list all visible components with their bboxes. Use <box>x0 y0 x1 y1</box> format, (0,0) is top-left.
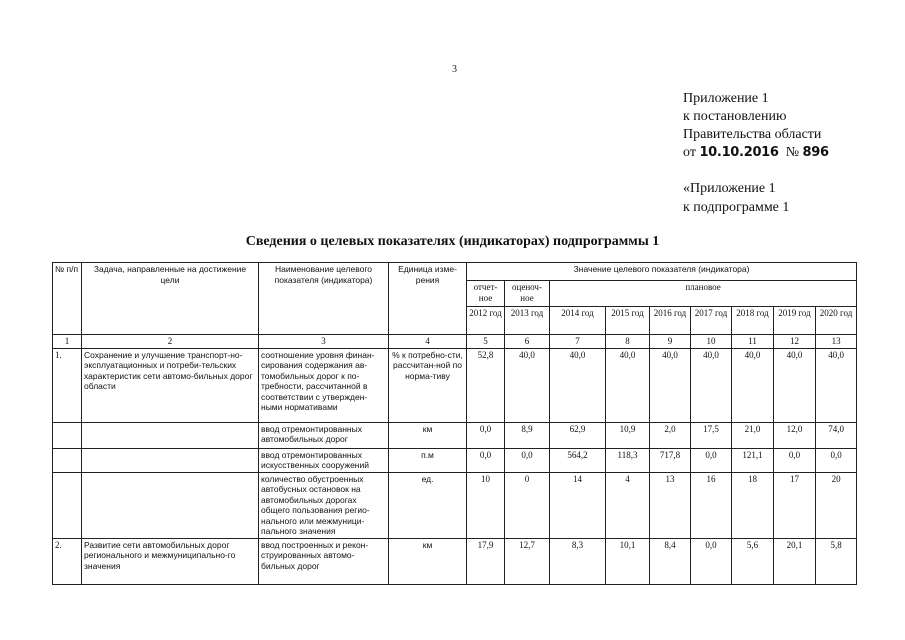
appendix2-line-1: «Приложение 1 <box>683 181 776 196</box>
row-value: 40,0 <box>505 348 550 422</box>
header-task: Задача, направленные на достижение цели <box>82 263 259 335</box>
appendix-block <box>683 90 829 162</box>
column-number: 2 <box>82 335 259 349</box>
appendix2-block <box>683 179 789 217</box>
row-task: Сохранение и улучшение транспорт-но-эксплуатационных и потреби-тельских характеристик сети автомо-бильных дорог области <box>82 348 259 422</box>
row-value: 0,0 <box>816 448 857 472</box>
year-cell: 2014 год <box>550 307 606 335</box>
column-number: 10 <box>691 335 732 349</box>
row-value: 8,9 <box>505 422 550 448</box>
header-report: отчет-ное <box>467 281 505 307</box>
year-cell: 2018 год <box>732 307 774 335</box>
row-unit: п.м <box>389 448 467 472</box>
document-title: Сведения о целевых показателях (индикаторах) подпрограммы 1 <box>245 234 660 249</box>
row-num <box>53 422 82 448</box>
page-number: 3 <box>452 64 457 75</box>
year-cell: 2019 год <box>774 307 816 335</box>
row-value: 12,0 <box>774 422 816 448</box>
year-cell: 2015 год <box>606 307 650 335</box>
document-date: 10.10.2016 <box>699 145 779 160</box>
row-indicator: ввод построенных и рекон-струированных автомо-бильных дорог <box>259 538 389 584</box>
column-number: 9 <box>650 335 691 349</box>
row-value: 40,0 <box>732 348 774 422</box>
appendix2-line-2: к подпрограмме 1 <box>683 200 790 215</box>
row-value: 40,0 <box>816 348 857 422</box>
row-value: 17,9 <box>467 538 505 584</box>
row-value: 20,1 <box>774 538 816 584</box>
row-unit: % к потребно-сти, рассчитан-ной по норма-тиву <box>389 348 467 422</box>
appendix-line-1: Приложение 1 <box>683 91 769 106</box>
row-value: 17 <box>774 472 816 538</box>
row-indicator: соотношение уровня финан-сирования содержания ав-томобильных дорог к по-требности, рассчитанной в соответствии с утвержден-ными нормативами <box>259 348 389 422</box>
row-value: 12,7 <box>505 538 550 584</box>
row-value: 17,5 <box>691 422 732 448</box>
row-num: 1. <box>53 348 82 422</box>
row-value: 0 <box>505 472 550 538</box>
row-value: 62,9 <box>550 422 606 448</box>
row-value: 0,0 <box>505 448 550 472</box>
column-number: 6 <box>505 335 550 349</box>
column-number: 5 <box>467 335 505 349</box>
column-number: 13 <box>816 335 857 349</box>
row-value: 8,3 <box>550 538 606 584</box>
row-value: 564,2 <box>550 448 606 472</box>
year-cell: 2020 год <box>816 307 857 335</box>
row-value: 13 <box>650 472 691 538</box>
row-value: 40,0 <box>650 348 691 422</box>
row-value: 40,0 <box>691 348 732 422</box>
header-value: Значение целевого показателя (индикатора) <box>467 263 857 281</box>
row-value: 0,0 <box>467 422 505 448</box>
table-row <box>53 422 857 448</box>
column-number: 1 <box>53 335 82 349</box>
year-cell: 2013 год <box>505 307 550 335</box>
row-unit: км <box>389 422 467 448</box>
date-prefix: от <box>683 145 696 160</box>
row-value: 118,3 <box>606 448 650 472</box>
row-value: 10,1 <box>606 538 650 584</box>
row-value: 121,1 <box>732 448 774 472</box>
row-task <box>82 422 259 448</box>
table-row <box>53 348 857 422</box>
row-value: 52,8 <box>467 348 505 422</box>
row-value: 8,4 <box>650 538 691 584</box>
row-task <box>82 472 259 538</box>
row-unit: км <box>389 538 467 584</box>
column-number: 12 <box>774 335 816 349</box>
table-row <box>53 448 857 472</box>
row-unit: ед. <box>389 472 467 538</box>
header-row-1 <box>53 263 857 281</box>
appendix-date-line <box>683 144 829 162</box>
row-value: 21,0 <box>732 422 774 448</box>
row-value: 18 <box>732 472 774 538</box>
row-value: 0,0 <box>774 448 816 472</box>
year-cell: 2012 год <box>467 307 505 335</box>
column-number: 4 <box>389 335 467 349</box>
appendix-line-3: Правительства области <box>683 127 822 142</box>
row-value: 74,0 <box>816 422 857 448</box>
row-value: 2,0 <box>650 422 691 448</box>
row-value: 14 <box>550 472 606 538</box>
row-value: 40,0 <box>606 348 650 422</box>
year-cell: 2017 год <box>691 307 732 335</box>
indicators-table <box>52 262 857 585</box>
row-value: 16 <box>691 472 732 538</box>
row-num: 2. <box>53 538 82 584</box>
column-number: 11 <box>732 335 774 349</box>
row-value: 40,0 <box>774 348 816 422</box>
row-value: 0,0 <box>467 448 505 472</box>
row-value: 20 <box>816 472 857 538</box>
appendix-line-2: к постановлению <box>683 109 787 124</box>
row-task <box>82 448 259 472</box>
header-estimate: оценоч-ное <box>505 281 550 307</box>
row-value: 10,9 <box>606 422 650 448</box>
header-num: № п/п <box>53 263 82 335</box>
header-planned: плановое <box>550 281 857 307</box>
year-cell: 2016 год <box>650 307 691 335</box>
document-number: 896 <box>802 145 829 160</box>
row-value: 4 <box>606 472 650 538</box>
row-indicator: ввод отремонтированных автомобильных дорог <box>259 422 389 448</box>
header-unit: Единица изме-рения <box>389 263 467 335</box>
column-number: 8 <box>606 335 650 349</box>
table-row <box>53 472 857 538</box>
row-task: Развитие сети автомобильных дорог регионального и межмуниципально-го значения <box>82 538 259 584</box>
column-number: 3 <box>259 335 389 349</box>
row-value: 5,6 <box>732 538 774 584</box>
header-indicator-name: Наименование целевого показателя (индикатора) <box>259 263 389 335</box>
row-indicator: ввод отремонтированных искусственных сооружений <box>259 448 389 472</box>
row-value: 0,0 <box>691 538 732 584</box>
column-number-row <box>53 335 857 349</box>
row-value: 0,0 <box>691 448 732 472</box>
row-num <box>53 472 82 538</box>
row-value: 10 <box>467 472 505 538</box>
row-value: 717,8 <box>650 448 691 472</box>
row-value: 5,8 <box>816 538 857 584</box>
table-row <box>53 538 857 584</box>
number-sign: № <box>785 145 800 160</box>
row-num <box>53 448 82 472</box>
row-value: 40,0 <box>550 348 606 422</box>
row-indicator: количество обустроенных автобусных остановок на автомобильных дорогах общего пользования регио-нального или межмуници-пального значения <box>259 472 389 538</box>
column-number: 7 <box>550 335 606 349</box>
